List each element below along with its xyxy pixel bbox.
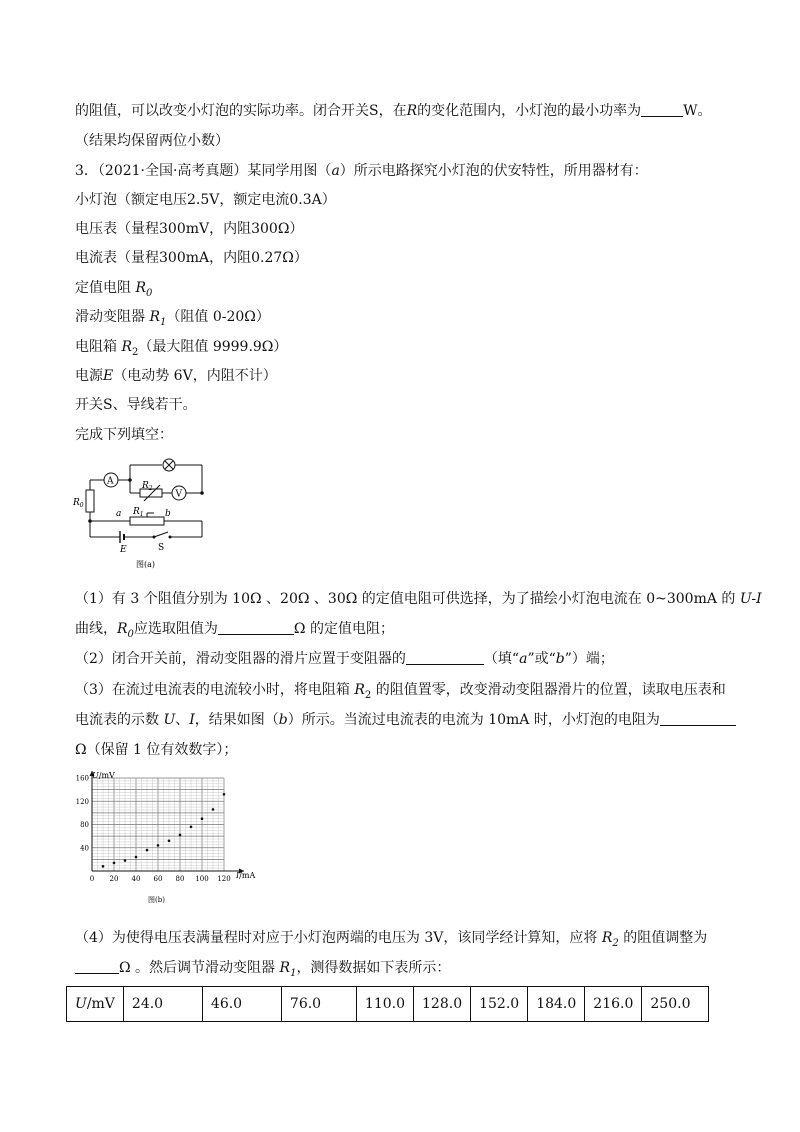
sub: 1: [160, 316, 167, 328]
var-r: R: [135, 280, 146, 296]
answer-blank-r0[interactable]: [218, 620, 294, 635]
text: Ω 。然后调节滑动变阻器: [119, 960, 280, 976]
data-table: [66, 986, 709, 1022]
r2-label: $R_2$: [142, 481, 153, 492]
var-r: R: [117, 621, 128, 637]
text-line-1: [75, 101, 712, 121]
table-cell: 152.0: [471, 987, 528, 1022]
var-r: R: [149, 309, 160, 325]
table-row: [67, 987, 709, 1022]
data-point: [124, 859, 127, 862]
question-4-line-2: [75, 958, 450, 984]
var-a: a: [519, 651, 528, 667]
ammeter-label: A: [107, 476, 114, 487]
equipment-r2: [75, 337, 287, 363]
text: （最大阻值 9999.9Ω）: [138, 339, 288, 355]
text: 、: [175, 712, 190, 728]
data-point: [179, 834, 182, 837]
text: 滑动变阻器: [75, 309, 150, 325]
x-tick-label: 100: [195, 875, 209, 883]
data-point: [146, 849, 149, 852]
answer-blank-end[interactable]: [406, 650, 484, 665]
text: Ω 的定值电阻；: [293, 621, 394, 637]
equipment-r1: [75, 307, 270, 333]
table-cell: 110.0: [356, 987, 413, 1022]
text: 的阻值，可以改变小灯泡的实际功率。闭合开关S，在: [75, 103, 407, 119]
y-tick-label: 40: [80, 844, 89, 853]
x-tick-label: 20: [109, 875, 119, 883]
equipment-voltmeter: 电压表（量程300mV，内阻300Ω）: [75, 221, 304, 237]
text: （填“: [483, 651, 520, 667]
question-3-header: [75, 161, 648, 181]
equipment-ammeter: 电流表（量程300mA，内阻0.27Ω）: [75, 250, 308, 266]
data-point: [113, 862, 116, 865]
table-cell: 216.0: [585, 987, 642, 1022]
text: （阻值 0-20Ω）: [166, 309, 270, 325]
x-tick-label: 0: [89, 875, 95, 883]
text: ）所示。当流过电流表的电流为 10mA 时，小灯泡的电阻为: [287, 712, 660, 728]
text: （电动势 6V，内阻不计）: [113, 368, 277, 384]
r1-label: $R_1$: [133, 507, 144, 518]
equipment-switch: 开关S、导线若干。: [75, 397, 197, 413]
text: （1）有 3 个阻值分别为 10Ω 、20Ω 、30Ω 的定值电阻可供选择，为了描绘小灯泡电流在 0~300mA 的: [75, 591, 740, 607]
question-1-line-1: [75, 589, 762, 609]
question-3-line-1: [75, 680, 726, 706]
switch-icon: [154, 532, 168, 537]
var-ui: U-I: [739, 591, 762, 607]
table-cell: 24.0: [123, 987, 202, 1022]
text: ”）端；: [564, 651, 614, 667]
question-3-line-3: Ω（保留 1 位有效数字）；: [75, 742, 238, 758]
node-b-label: b: [165, 509, 171, 519]
text: ，测得数据如下表所示：: [296, 960, 451, 976]
text: 的变化范围内，小灯泡的最小功率为: [417, 103, 642, 119]
figure-b-caption: 图(b): [148, 896, 165, 904]
y-tick-label: 160: [75, 774, 89, 783]
sub: 1: [290, 967, 297, 979]
source-label: E: [120, 545, 127, 555]
text: 定值电阻: [75, 280, 136, 296]
text: ）所示电路探究小灯泡的伏安特性，所用器材有：: [339, 163, 648, 179]
data-point: [212, 808, 215, 811]
switch-label: S: [158, 543, 165, 553]
text: 电阻箱: [75, 339, 122, 355]
question-4-line-1: [75, 928, 707, 954]
var-b: b: [555, 651, 565, 667]
var-b: b: [278, 712, 288, 728]
sub: 2: [132, 346, 139, 358]
ui-graph-b: [70, 768, 270, 908]
chart-grid: [92, 778, 224, 871]
rheostat-r1: [130, 517, 164, 525]
table-cell: 128.0: [414, 987, 471, 1022]
x-axis-label: I/mA: [236, 871, 256, 880]
sub: 2: [364, 689, 372, 701]
var-r: R: [121, 339, 132, 355]
sub: 0: [146, 287, 153, 299]
text: W。: [683, 103, 712, 119]
data-point: [135, 856, 138, 859]
text: ，结果如图（: [194, 712, 279, 728]
data-point: [190, 826, 193, 829]
text: 的阻值置零，改变滑动变阻器滑片的位置，读取电压表和: [371, 682, 726, 698]
var-r: R: [354, 682, 365, 698]
question-3-line-2: [75, 710, 736, 730]
text: ”或“: [527, 651, 556, 667]
answer-blank-power[interactable]: [641, 102, 683, 117]
sub: 0: [127, 628, 134, 640]
var-a: a: [331, 163, 340, 179]
sub: 2: [612, 937, 619, 949]
text: 应选取阻值为: [133, 621, 218, 637]
text: 曲线，: [75, 621, 117, 637]
equipment-r0: [75, 278, 152, 304]
data-point: [223, 793, 226, 796]
table-cell: 250.0: [642, 987, 709, 1022]
var-r: R: [601, 930, 613, 946]
table-cell: 184.0: [528, 987, 585, 1022]
var-r: R: [279, 960, 291, 976]
equipment-bulb: 小灯泡（额定电压2.5V，额定电流0.3A）: [75, 192, 336, 208]
text: （2）闭合开关前，滑动变阻器的滑片应置于变阻器的: [75, 651, 406, 667]
x-tick-label: 80: [175, 875, 185, 883]
x-tick-label: 120: [217, 875, 231, 883]
question-2: [75, 649, 614, 669]
voltmeter-label: V: [175, 489, 182, 500]
question-1-line-2: [75, 619, 394, 645]
var-i: I: [189, 712, 195, 728]
text: 3．（2021·全国·高考真题）某同学用图（: [75, 163, 332, 179]
table-header-cell: U/mV: [67, 987, 124, 1022]
x-tick-label: 40: [131, 875, 141, 883]
table-cell: 76.0: [281, 987, 356, 1022]
answer-blank-resistance[interactable]: [660, 711, 736, 726]
text-line-2: （结果均保留两位小数）: [75, 133, 229, 149]
var-e: E: [103, 368, 114, 384]
node-a-label: a: [116, 509, 122, 519]
data-point: [157, 844, 160, 847]
text: （3）在流过电流表的电流较小时，将电阻箱: [75, 682, 355, 698]
text: （4）为使得电压表满量程时对应于小灯泡两端的电压为 3V，该同学经计算知，应将: [75, 930, 602, 946]
var-r: R: [406, 103, 418, 119]
y-tick-label: 120: [75, 797, 89, 806]
resistor-r0: [86, 490, 94, 512]
instruction: 完成下列填空：: [75, 427, 173, 443]
text: 电源: [75, 368, 103, 384]
y-axis-label: U/mV: [92, 771, 115, 780]
y-tick-label: 80: [80, 821, 89, 829]
text: 的阻值调整为: [618, 930, 708, 946]
chart-axes: [90, 771, 245, 874]
x-tick-label: 60: [153, 875, 163, 883]
figure-a-caption: 图(a): [136, 560, 156, 569]
table-cell: 46.0: [202, 987, 281, 1022]
var-u: U: [163, 712, 176, 728]
equipment-source: [75, 366, 277, 386]
answer-blank-r2[interactable]: [75, 959, 119, 974]
text: 电流表的示数: [75, 712, 164, 728]
data-point: [102, 865, 105, 868]
r0-label: $R_0$: [73, 498, 84, 509]
data-point: [201, 817, 204, 820]
data-point: [168, 839, 171, 842]
circuit-diagram-a: [70, 455, 210, 575]
